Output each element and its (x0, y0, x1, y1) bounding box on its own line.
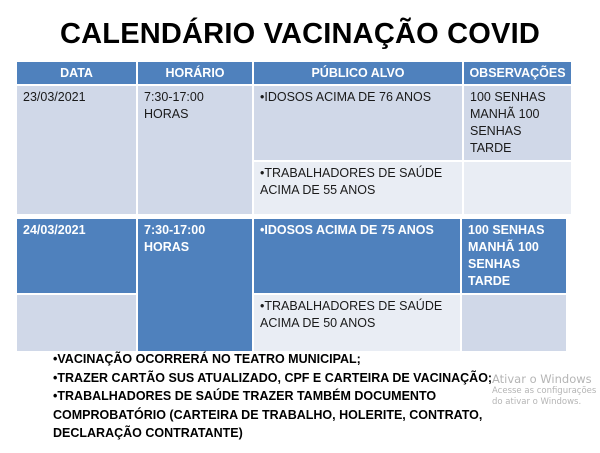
day1-observations: 100 SENHAS MANHÃ 100 SENHAS TARDE (463, 85, 572, 161)
note-health-workers: •TRABALHADORES DE SAÚDE TRAZER TAMBÉM DOCUMENTO (53, 389, 437, 403)
day1-group-1: •IDOSOS ACIMA DE 76 ANOS (253, 85, 463, 161)
day1-time: 7:30-17:00 HORAS (137, 85, 253, 215)
day2-date-fill (16, 294, 137, 352)
watermark-title: Ativar o Windows (492, 372, 592, 386)
windows-activation-watermark (492, 372, 600, 408)
note-documents: •TRAZER CARTÃO SUS ATUALIZADO, CPF E CARTEIRA DE VACINAÇÃO; (53, 370, 493, 385)
day1-date: 23/03/2021 (16, 85, 137, 215)
header-time: HORÁRIO (137, 61, 253, 85)
day2-group-1: •IDOSOS ACIMA DE 75 ANOS (253, 218, 461, 294)
notes-list (53, 350, 493, 443)
day2-observations: 100 SENHAS MANHÃ 100 SENHAS TARDE (461, 218, 567, 294)
header-audience: PÚBLICO ALVO (253, 61, 463, 85)
schedule-table-day-2 (15, 217, 568, 353)
day2-time: 7:30-17:00 HORAS (137, 218, 253, 352)
schedule-table-day-1 (15, 60, 573, 216)
header-observations: OBSERVAÇÕES (463, 61, 572, 85)
day2-date: 24/03/2021 (16, 218, 137, 294)
header-date: DATA (16, 61, 137, 85)
day1-empty-cell (463, 161, 572, 215)
note-proof: COMPROBATÓRIO (CARTEIRA DE TRABALHO, HOLERITE, CONTRATO, (53, 407, 483, 422)
note-declaration: DECLARAÇÃO CONTRATANTE) (53, 426, 243, 440)
note-venue: •VACINAÇÃO OCORRERÁ NO TEATRO MUNICIPAL; (53, 352, 361, 366)
watermark-subtitle: Acesse as configurações do ativar o Windows. (492, 386, 597, 407)
day2-empty-cell (461, 294, 567, 352)
day2-group-2: •TRABALHADORES DE SAÚDE ACIMA DE 50 ANOS (253, 294, 461, 352)
day1-group-2: •TRABALHADORES DE SAÚDE ACIMA DE 55 ANOS (253, 161, 463, 215)
page-title: CALENDÁRIO VACINAÇÃO COVID (60, 18, 540, 50)
